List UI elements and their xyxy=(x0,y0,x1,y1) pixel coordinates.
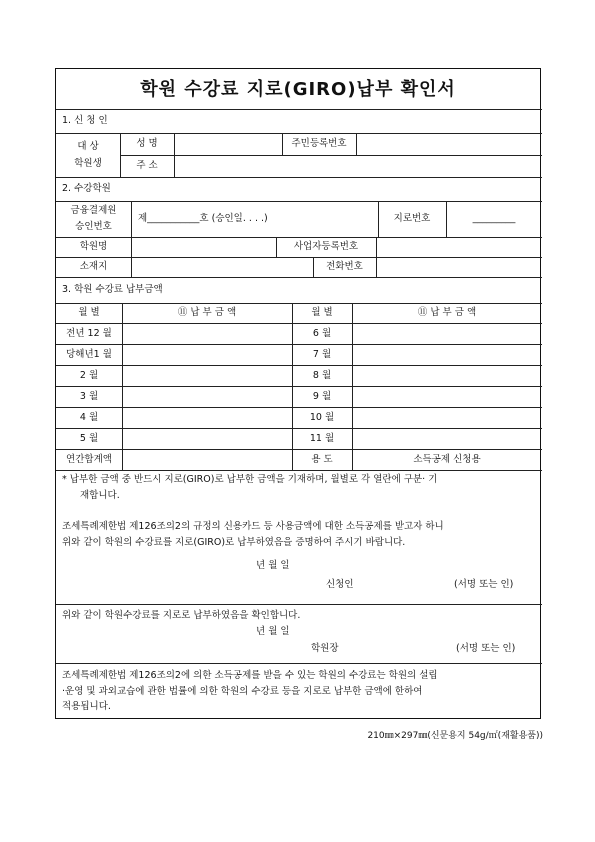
confirm-line: 위와 같이 학원수강료를 지로로 납부하였음을 확인합니다. xyxy=(62,610,301,621)
paper-spec: 210㎜×297㎜(신문용지 54g/㎡(재활용품)) xyxy=(367,731,543,741)
month-label: 당해년1 월 xyxy=(66,349,112,360)
business-number-label: 사업자등록번호 xyxy=(293,241,359,252)
month-label: 4 월 xyxy=(79,412,99,423)
amount-fields-right[interactable] xyxy=(353,324,541,448)
name-label: 성 명 xyxy=(136,138,158,149)
confirm-date: 년 월 일 xyxy=(256,626,290,637)
month-header-right: 월 별 xyxy=(311,307,333,318)
annual-total-label: 연간합계액 xyxy=(66,454,112,465)
student-label: 학원생 xyxy=(74,158,102,169)
applicant-label: 신청인 xyxy=(326,579,354,590)
phone-field[interactable] xyxy=(377,258,541,276)
legal-note xyxy=(62,668,438,715)
academy-name-field[interactable] xyxy=(132,238,275,256)
month-label: 10 월 xyxy=(309,412,335,423)
location-label: 소재지 xyxy=(79,261,108,272)
approval-label-line2: 승인번호 xyxy=(75,221,112,232)
month-label: 7 월 xyxy=(312,349,332,360)
section-applicant-heading: 1. 신 청 인 xyxy=(62,115,108,126)
month-label: 3 월 xyxy=(79,391,99,402)
month-label: 6 월 xyxy=(312,328,332,339)
section-academy-heading: 2. 수강학원 xyxy=(62,183,111,194)
form-title: 학원 수강료 지로(GIRO)납부 확인서 xyxy=(140,79,456,100)
rrn-field[interactable] xyxy=(357,134,541,154)
giro-payment-form xyxy=(55,68,541,719)
month-label: 전년 12 월 xyxy=(66,328,112,339)
address-field[interactable] xyxy=(175,156,541,176)
address-label: 주 소 xyxy=(136,160,158,171)
request-line: 조세특례제한법 제126조의2의 규정의 신용카드 등 사용금액에 대한 소득공제를 받고자 하니 xyxy=(62,521,444,532)
divider xyxy=(56,109,542,110)
divider xyxy=(56,201,542,202)
business-number-field[interactable] xyxy=(377,238,541,256)
target-label: 대 상 xyxy=(77,141,99,152)
request-paragraph xyxy=(62,519,444,550)
amount-header-left: ⑪ 납 부 금 액 xyxy=(177,307,237,318)
usage-value: 소득공제 신청용 xyxy=(413,454,481,465)
month-label: 2 월 xyxy=(79,370,99,381)
phone-label: 전화번호 xyxy=(326,261,363,272)
note-line: 재합니다. xyxy=(80,489,120,501)
legal-line: 적용됩니다. xyxy=(62,701,111,712)
divider xyxy=(56,177,542,178)
divider xyxy=(56,303,542,304)
academy-name-label: 학원명 xyxy=(79,241,108,252)
divider xyxy=(56,277,542,278)
request-date: 년 월 일 xyxy=(256,560,290,571)
legal-line: 조세특례제한법 제126조의2에 의한 소득공제를 받을 수 있는 학원의 수강료는 학원의 설립 xyxy=(62,670,438,681)
location-field[interactable] xyxy=(132,258,312,276)
approval-number-field[interactable]: 제___________호 (승인일. . . .) xyxy=(138,213,268,224)
request-line: 위와 같이 학원의 수강료를 지로(GIRO)로 납부하였음을 증명하여 주시기 바랍니다. xyxy=(62,536,406,548)
rrn-label: 주민등록번호 xyxy=(291,138,347,149)
note-line: * 납부한 금액 중 반드시 지로(GIRO)로 납부한 금액을 기재하며, 월별로 각 열란에 구분· 기 xyxy=(62,474,438,485)
section-payment-heading: 3. 학원 수강료 납부금액 xyxy=(62,284,163,295)
approval-label-line1: 금융결제원 xyxy=(70,205,117,216)
usage-label: 용 도 xyxy=(311,454,333,465)
divider xyxy=(56,604,542,605)
director-signature[interactable]: (서명 또는 인) xyxy=(456,643,516,654)
legal-line: ·운영 및 과외교습에 관한 법률에 의한 학원의 수강료 등을 지로로 납부한 금액에 한하여 xyxy=(62,685,423,697)
applicant-signature[interactable]: (서명 또는 인) xyxy=(454,579,514,590)
month-label: 11 월 xyxy=(309,433,335,444)
giro-number-field[interactable]: _________ xyxy=(472,213,516,224)
name-field[interactable] xyxy=(175,134,281,154)
month-label: 9 월 xyxy=(312,391,332,402)
month-header-left: 월 별 xyxy=(78,307,100,318)
giro-number-label: 지로번호 xyxy=(393,213,431,224)
amount-fields-left[interactable] xyxy=(123,324,291,469)
director-label: 학원장 xyxy=(311,643,339,654)
month-label: 5 월 xyxy=(79,433,99,444)
divider xyxy=(56,470,542,471)
note xyxy=(62,472,437,503)
divider xyxy=(56,663,542,664)
amount-header-right: ⑪ 납 부 금 액 xyxy=(417,307,477,318)
month-label: 8 월 xyxy=(312,370,332,381)
